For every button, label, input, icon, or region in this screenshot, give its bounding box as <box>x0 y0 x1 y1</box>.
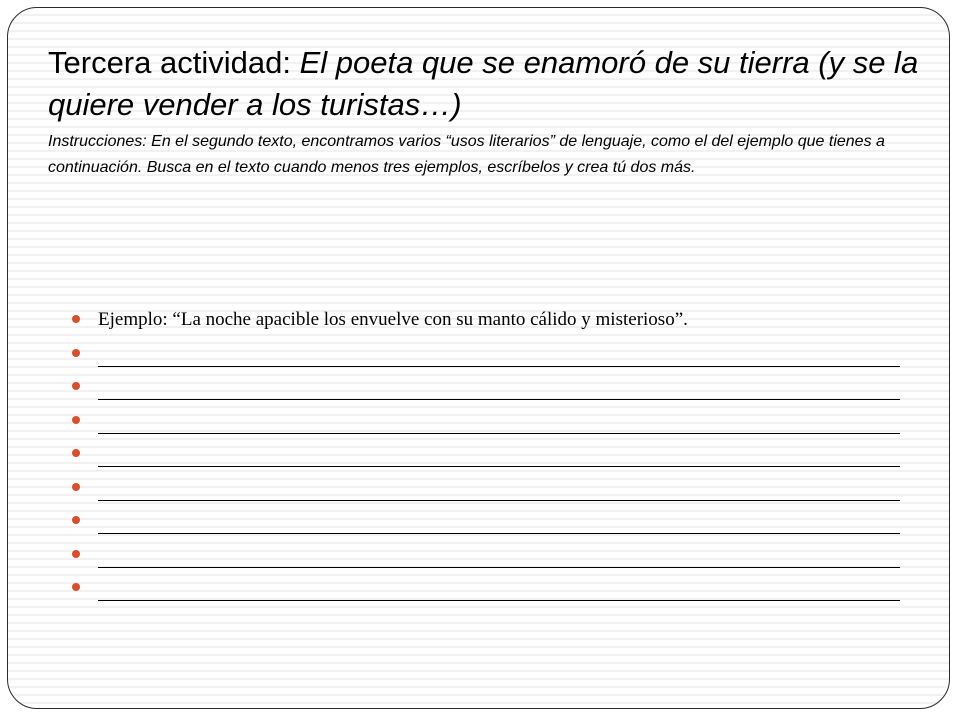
answer-line-item <box>72 339 912 373</box>
instructions-text: Instrucciones: En el segundo texto, encontramos varios “usos literarios” de lenguaje, como el del ejemplo que tienes a continuación. Busca en el texto cuando menos tres ejemplos, escríbelos y crea tú dos más. <box>48 133 885 176</box>
bullet-dot-icon <box>72 483 80 491</box>
bullet-dot-icon <box>72 516 80 524</box>
answer-line-item <box>72 473 912 507</box>
bullet-dot-icon <box>72 382 80 390</box>
answer-line-item <box>72 540 912 574</box>
slide-frame <box>7 7 950 709</box>
answer-blank-line <box>98 439 900 467</box>
answer-line-item <box>72 372 912 406</box>
answer-blank-line <box>98 473 900 501</box>
bullet-list <box>72 305 912 607</box>
slide-title <box>48 42 928 126</box>
bullet-dot-icon <box>72 449 80 457</box>
bullet-dot-icon <box>72 583 80 591</box>
bullet-dot-icon <box>72 416 80 424</box>
bullet-dot-icon <box>72 349 80 357</box>
answer-blank-line <box>98 573 900 601</box>
answer-line-item <box>72 573 912 607</box>
answer-blank-line <box>98 540 900 568</box>
example-item <box>72 305 912 339</box>
answer-blank-line <box>98 506 900 534</box>
answer-line-item <box>72 406 912 440</box>
title-italic: El poeta que se enamoró de su tierra (y se la quiere vender a los turistas…) <box>48 45 919 122</box>
bullet-dot-icon <box>72 550 80 558</box>
answer-line-item <box>72 506 912 540</box>
title-prefix: Tercera actividad: <box>48 45 300 80</box>
answer-blank-line <box>98 372 900 400</box>
bullet-dot-icon <box>72 315 80 323</box>
answer-blank-line <box>98 406 900 434</box>
example-text: Ejemplo: “La noche apacible los envuelve con su manto cálido y misterioso”. <box>98 309 688 330</box>
answer-blank-line <box>98 339 900 367</box>
answer-line-item <box>72 439 912 473</box>
